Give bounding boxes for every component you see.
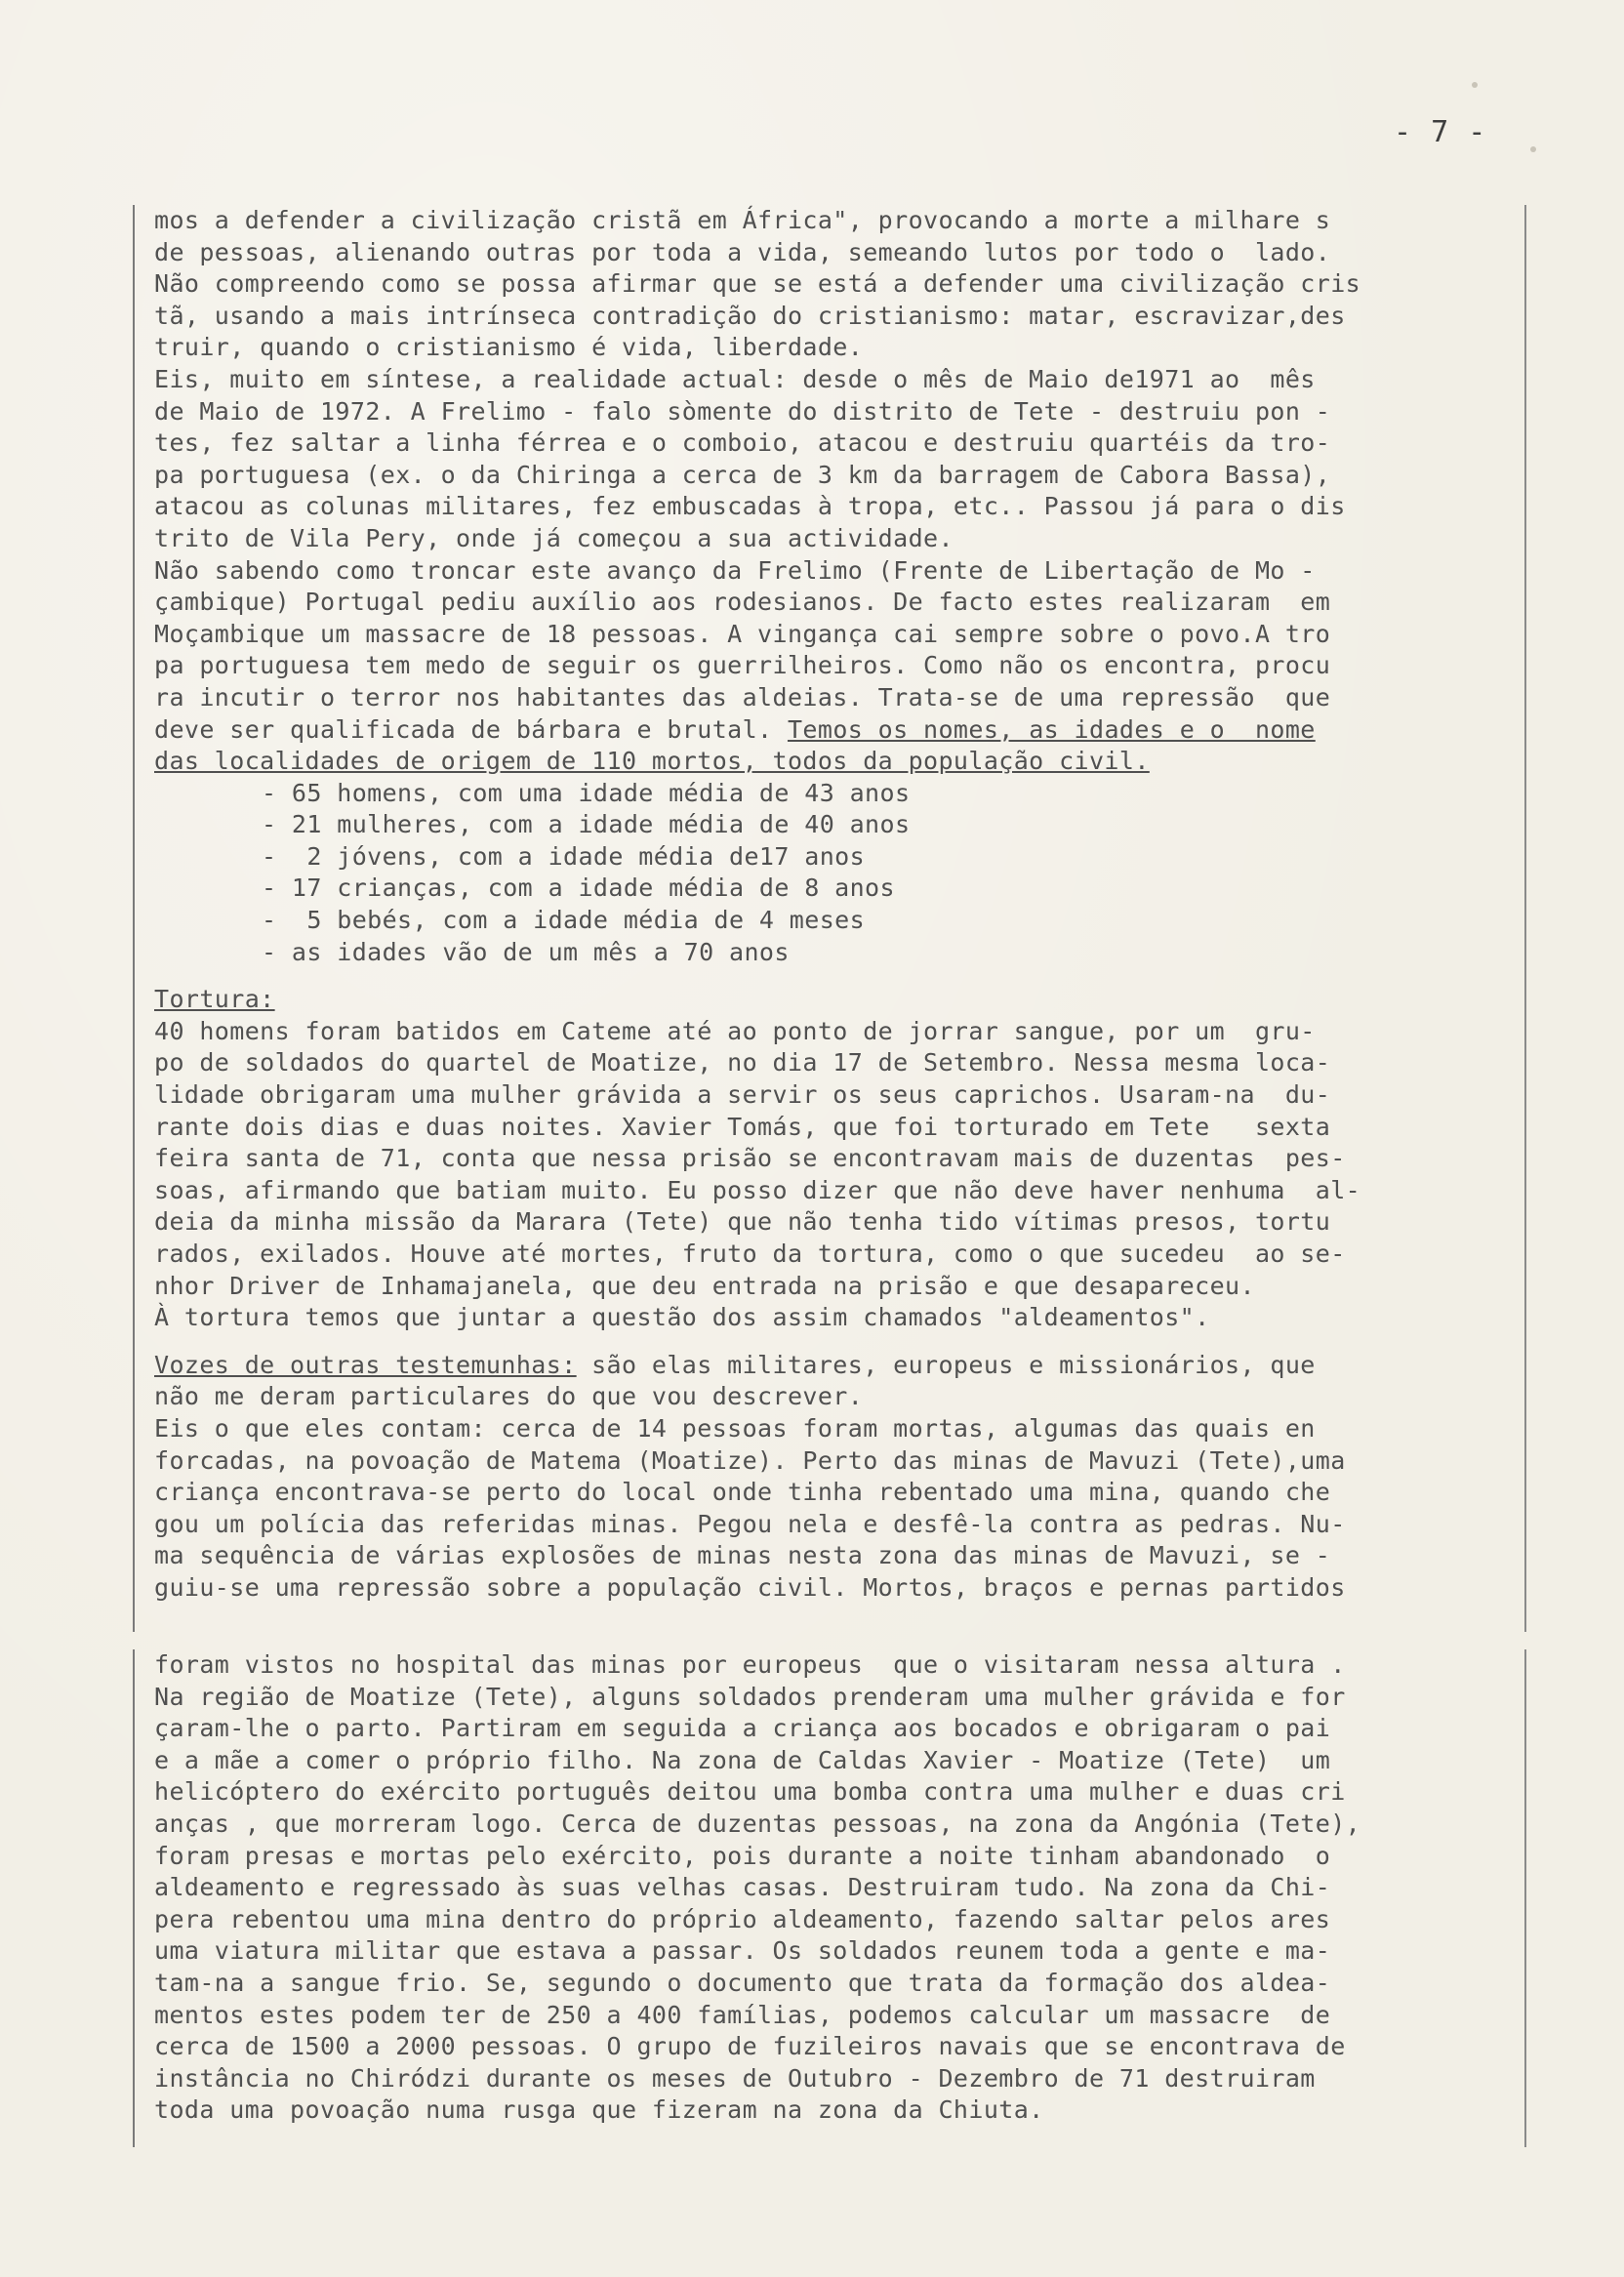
list-item: - as idades vão de um mês a 70 anos — [262, 937, 790, 966]
text-line: pa portuguesa (ex. o da Chiringa a cerca de 3 km da barragem de Cabora Bassa), — [154, 460, 1331, 489]
text-line: tam-na a sangue frio. Se, segundo o documento que trata da formação dos aldea- — [154, 1968, 1331, 1997]
text-line: Não compreendo como se possa afirmar que se está a defender uma civilização cris — [154, 269, 1361, 299]
text-line: Não sabendo como troncar este avanço da Frelimo (Frente de Libertação de Mo - — [154, 555, 1316, 585]
text-line: ra incutir o terror nos habitantes das aldeias. Trata-se de uma repressão que — [154, 682, 1331, 712]
text-line: de Maio de 1972. A Frelimo - falo sòmente do distrito de Tete - destruiu pon - — [154, 396, 1331, 426]
text-line: criança encontrava-se perto do local onde tinha rebentado uma mina, quando che — [154, 1478, 1331, 1507]
text-line: uma viatura militar que estava a passar. Os soldados reunem toda a gente e ma- — [154, 1936, 1331, 1966]
text-line: forcadas, na povoação de Matema (Moatize). Perto das minas de Mavuzi (Tete),uma — [154, 1445, 1346, 1475]
page-number: - 7 - — [1394, 115, 1487, 149]
vozes-line — [154, 1350, 1521, 1382]
paper-speck — [1472, 82, 1478, 88]
text-line: Eis, muito em síntese, a realidade actual: desde o mês de Maio de1971 ao mês — [154, 364, 1316, 393]
text-line: tã, usando a mais intrínseca contradição do cristianismo: matar, escravizar,des — [154, 301, 1346, 330]
text-line: feira santa de 71, conta que nessa prisão se encontravam mais de duzentas pes- — [154, 1144, 1346, 1173]
underlined-phrase: Temos os nomes, as idades e o nome — [787, 714, 1316, 744]
text-line: pera rebentou uma mina dentro do próprio aldeamento, fazendo saltar pelos ares — [154, 1904, 1331, 1933]
text-line: nhor Driver de Inhamajanela, que deu entrada na prisão e que desapareceu. — [154, 1271, 1255, 1300]
spacer — [154, 968, 1521, 984]
text-line: atacou as colunas militares, fez embuscadas à tropa, etc.. Passou já para o dis — [154, 492, 1346, 521]
text-line: rante dois dias e duas noites. Xavier Tomás, que foi torturado em Tete sexta — [154, 1112, 1331, 1141]
text-line: çambique) Portugal pediu auxílio aos rodesianos. De facto estes realizaram em — [154, 588, 1331, 617]
text-line: soas, afirmando que batiam muito. Eu posso dizer que não deve haver nenhuma al- — [154, 1175, 1361, 1204]
text-line: não me deram particulares do que vou descrever. — [154, 1382, 864, 1411]
text-fragment: são elas militares, europeus e missionários, que — [576, 1350, 1316, 1379]
text-line: guiu-se uma repressão sobre a população civil. Mortos, braços e pernas partidos — [154, 1572, 1346, 1602]
text-line: pa portuguesa tem medo de seguir os guerrilheiros. Como não os encontra, procu — [154, 651, 1331, 680]
text-line: e a mãe a comer o próprio filho. Na zona de Caldas Xavier - Moatize (Tete) um — [154, 1745, 1331, 1774]
list-item: - 21 mulheres, com a idade média de 40 anos — [262, 810, 911, 839]
paper-speck — [1530, 146, 1536, 152]
text-fragment: deve ser qualificada de bárbara e brutal. — [154, 714, 773, 744]
spacer — [154, 1334, 1521, 1350]
text-line: lidade obrigaram uma mulher grávida a servir os seus caprichos. Usaram-na du- — [154, 1080, 1331, 1110]
text-line: mentos estes podem ter de 250 a 400 famílias, podemos calcular um massacre de — [154, 2000, 1331, 2029]
text-line: gou um polícia das referidas minas. Pegou nela e desfê-la contra as pedras. Nu- — [154, 1509, 1346, 1538]
text-line: toda uma povoação numa rusga que fizeram na zona da Chiuta. — [154, 2095, 1044, 2125]
text-line: deia da minha missão da Marara (Tete) que não tenha tido vítimas presos, tortu — [154, 1207, 1331, 1237]
text-line: cerca de 1500 a 2000 pessoas. O grupo de fuzileiros navais que se encontrava de — [154, 2032, 1346, 2061]
list-item: - 65 homens, com uma idade média de 43 anos — [262, 778, 911, 807]
list-item: - 5 bebés, com a idade média de 4 meses — [262, 906, 866, 935]
text-line: de pessoas, alienando outras por toda a vida, semeando lutos por todo o lado. — [154, 237, 1331, 266]
text-line: Moçambique um massacre de 18 pessoas. A vingança cai sempre sobre o povo.A tro — [154, 619, 1331, 648]
text-line: rados, exilados. Houve até mortes, fruto da tortura, como o que sucedeu ao se- — [154, 1240, 1346, 1268]
text-line: foram presas e mortas pelo exército, pois durante a noite tinham abandonado o — [154, 1841, 1331, 1870]
text-line: mos a defender a civilização cristã em África", provocando a morte a milhare s — [154, 206, 1331, 234]
text-block-lower — [133, 1649, 1526, 2147]
text-line: trito de Vila Pery, onde já começou a sua actividade. — [154, 523, 954, 552]
text-line: 40 homens foram batidos em Cateme até ao ponto de jorrar sangue, por um gru- — [154, 1016, 1316, 1045]
list-item: - 17 crianças, com a idade média de 8 anos — [262, 874, 895, 903]
text-line: instância no Chiródzi durante os meses de Outubro - Dezembro de 71 destruiram — [154, 2063, 1316, 2093]
text-line: Na região de Moatize (Tete), alguns soldados prenderam uma mulher grávida e for — [154, 1682, 1346, 1711]
text-block-upper — [133, 205, 1526, 1632]
list-item: - 2 jóvens, com a idade média de17 anos — [262, 841, 866, 871]
text-line-with-underline — [154, 714, 1521, 747]
text-line: anças , que morreram logo. Cerca de duzentas pessoas, na zona da Angónia (Tete), — [154, 1809, 1361, 1838]
text-line: Eis o que eles contam: cerca de 14 pessoas foram mortas, algumas das quais en — [154, 1413, 1316, 1443]
text-line: À tortura temos que juntar a questão dos assim chamados "aldeamentos". — [154, 1303, 1210, 1332]
text-line: helicóptero do exército português deitou uma bomba contra uma mulher e duas cri — [154, 1777, 1346, 1807]
text-line: tes, fez saltar a linha férrea e o comboio, atacou e destruiu quartéis da tro- — [154, 428, 1331, 458]
text-line: ma sequência de várias explosões de minas nesta zona das minas de Mavuzi, se - — [154, 1541, 1331, 1570]
underlined-line: das localidades de origem de 110 mortos, todos da população civil. — [154, 747, 1150, 776]
text-line: çaram-lhe o parto. Partiram em seguida a criança aos bocados e obrigaram o pai — [154, 1714, 1331, 1743]
text-line: foram vistos no hospital das minas por europeus que o visitaram nessa altura . — [154, 1650, 1346, 1679]
text-line: po de soldados do quartel de Moatize, no dia 17 de Setembro. Nessa mesma loca- — [154, 1048, 1331, 1078]
section-heading-vozes: Vozes de outras testemunhas: — [154, 1350, 577, 1379]
section-heading-tortura: Tortura: — [154, 985, 275, 1014]
text-line: truir, quando o cristianismo é vida, liberdade. — [154, 333, 864, 362]
text-line: aldeamento e regressado às suas velhas casas. Destruiram tudo. Na zona da Chi- — [154, 1873, 1331, 1902]
